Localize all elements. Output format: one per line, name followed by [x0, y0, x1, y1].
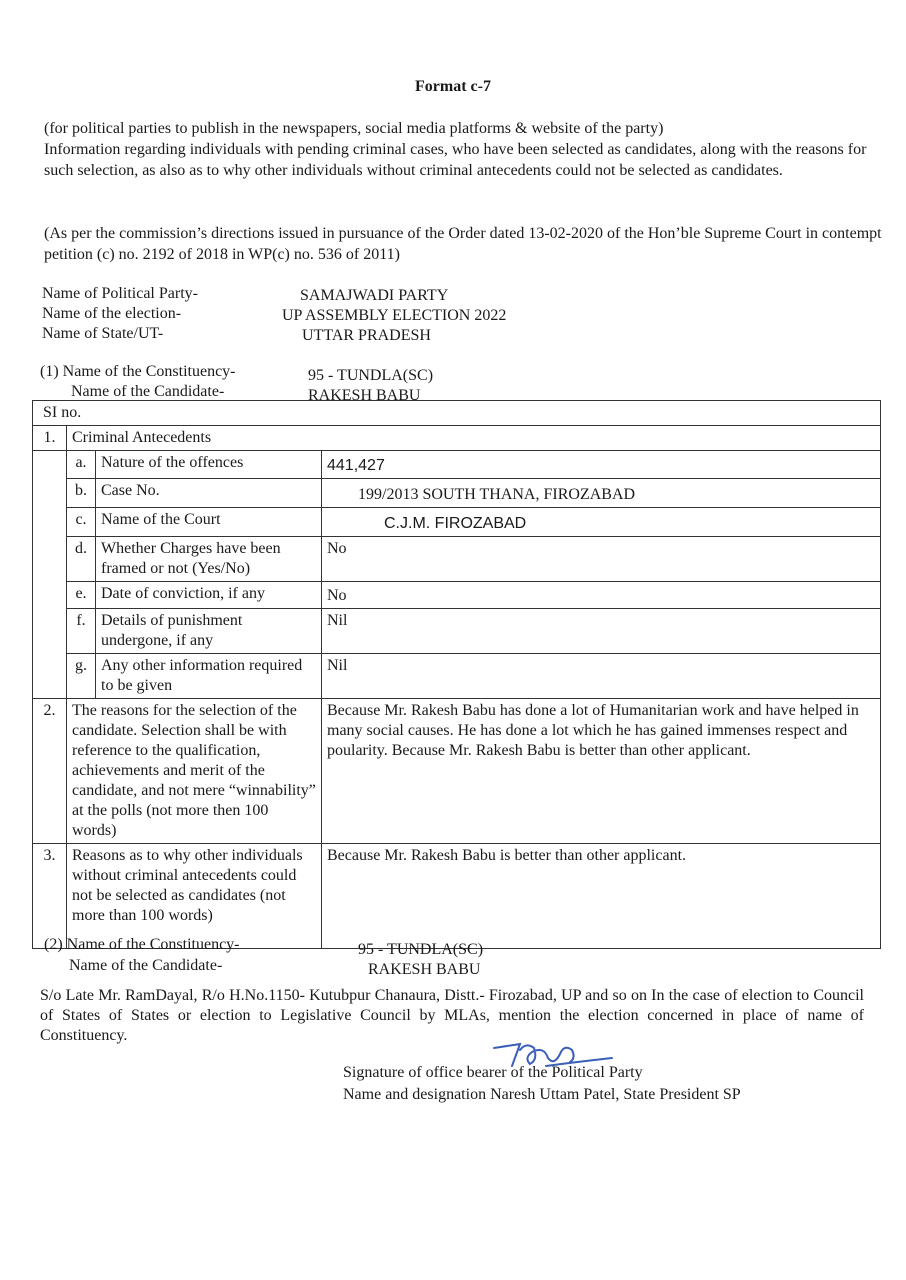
item-value: 441,427	[322, 451, 881, 479]
intro-line-2: Information regarding individuals with pending criminal cases, who have been selected as candidates, along with the reasons for such selection, as also as to why other individuals without criminal antecedents could not be selected as candidates.	[44, 141, 867, 179]
document-title: Format c-7	[415, 78, 491, 95]
row-number: 3.	[33, 844, 67, 949]
item-letter: e.	[67, 582, 96, 609]
candidate-2-label: Name of the Candidate-	[69, 957, 223, 974]
item-label: Any other information required to be given	[96, 654, 322, 699]
party-name-label: Name of Political Party-	[42, 285, 198, 302]
table-row	[33, 537, 881, 582]
item-label: Date of conviction, if any	[96, 582, 322, 609]
item-letter: g.	[67, 654, 96, 699]
candidate-address: S/o Late Mr. RamDayal, R/o H.No.1150- Kutubpur Chanaura, Distt.- Firozabad, UP and so on In the case of election to Council of States of States or election to Legislative Council by MLAs, mention the election concerned in place of name of Constituency.	[40, 987, 864, 1044]
item-value: C.J.M. FIROZABAD	[322, 508, 881, 537]
item-value: Nil	[322, 654, 881, 699]
table-row	[33, 479, 881, 508]
state-name-label: Name of State/UT-	[42, 325, 164, 342]
sl-no-header: SI no.	[33, 401, 881, 426]
table-row	[33, 699, 881, 844]
candidate-1-label: Name of the Candidate-	[71, 383, 225, 400]
table-row	[33, 609, 881, 654]
table-row	[33, 654, 881, 699]
item-value: No	[322, 582, 881, 609]
candidate-2-value: RAKESH BABU	[368, 961, 481, 978]
row-number: 2.	[33, 699, 67, 844]
item-label: Case No.	[96, 479, 322, 508]
constituency-2-label: (2) Name of the Constituency-	[44, 936, 240, 953]
constituency-1-label: (1) Name of the Constituency-	[40, 363, 236, 380]
item-letter: c.	[67, 508, 96, 537]
election-name-value: UP ASSEMBLY ELECTION 2022	[282, 307, 507, 324]
item-label: Name of the Court	[96, 508, 322, 537]
table-row	[33, 451, 881, 479]
election-name-label: Name of the election-	[42, 305, 182, 322]
table-row	[33, 844, 881, 949]
state-name-value: UTTAR PRADESH	[302, 327, 431, 344]
item-letter: a.	[67, 451, 96, 479]
signature-line: Signature of office bearer of the Political Party	[343, 1064, 643, 1081]
table-row	[33, 426, 881, 451]
item-letter: d.	[67, 537, 96, 582]
party-name-value: SAMAJWADI PARTY	[300, 287, 449, 304]
selection-reason-value: Because Mr. Rakesh Babu has done a lot of Humanitarian work and have helped in many social causes. He has done a lot which he has gained immenses respect and poularity. Because Mr. Rakesh Babu is better than other applicant.	[322, 699, 881, 844]
item-value: 199/2013 SOUTH THANA, FIROZABAD	[322, 479, 881, 508]
table-row	[33, 508, 881, 537]
signatory-name-designation: Name and designation Naresh Uttam Patel, State President SP	[343, 1086, 741, 1103]
other-candidates-reason-value: Because Mr. Rakesh Babu is better than other applicant.	[322, 844, 881, 949]
criminal-antecedents-heading: Criminal Antecedents	[67, 426, 881, 451]
intro-line-1: (for political parties to publish in the newspapers, social media platforms & website of the party)	[44, 120, 664, 137]
row-number: 1.	[33, 426, 67, 451]
item-letter: f.	[67, 609, 96, 654]
other-candidates-reason-label: Reasons as to why other individuals without criminal antecedents could not be selected as candidates (not more than 100 words)	[67, 844, 322, 949]
intro-line-3: (As per the commission’s directions issued in pursuance of the Order dated 13-02-2020 of the Hon’ble Supreme Court in contempt petition (c) no. 2192 of 2018 in WP(c) no. 536 of 2011)	[44, 225, 882, 263]
criminal-antecedents-table	[32, 400, 881, 949]
selection-reason-label: The reasons for the selection of the candidate. Selection shall be with reference to the qualification, achievements and merit of the candidate, and not mere “winnability” at the polls (not more then 100 words)	[67, 699, 322, 844]
item-value: No	[322, 537, 881, 582]
item-label: Whether Charges have been framed or not (Yes/No)	[96, 537, 322, 582]
candidate-1-value: RAKESH BABU	[308, 387, 421, 404]
item-label: Nature of the offences	[96, 451, 322, 479]
constituency-2-value: 95 - TUNDLA(SC)	[358, 941, 484, 958]
table-header-row	[33, 401, 881, 426]
item-label: Details of punishment undergone, if any	[96, 609, 322, 654]
item-value: Nil	[322, 609, 881, 654]
row-number-blank	[33, 451, 67, 699]
constituency-1-value: 95 - TUNDLA(SC)	[308, 367, 434, 384]
item-letter: b.	[67, 479, 96, 508]
table-row	[33, 582, 881, 609]
